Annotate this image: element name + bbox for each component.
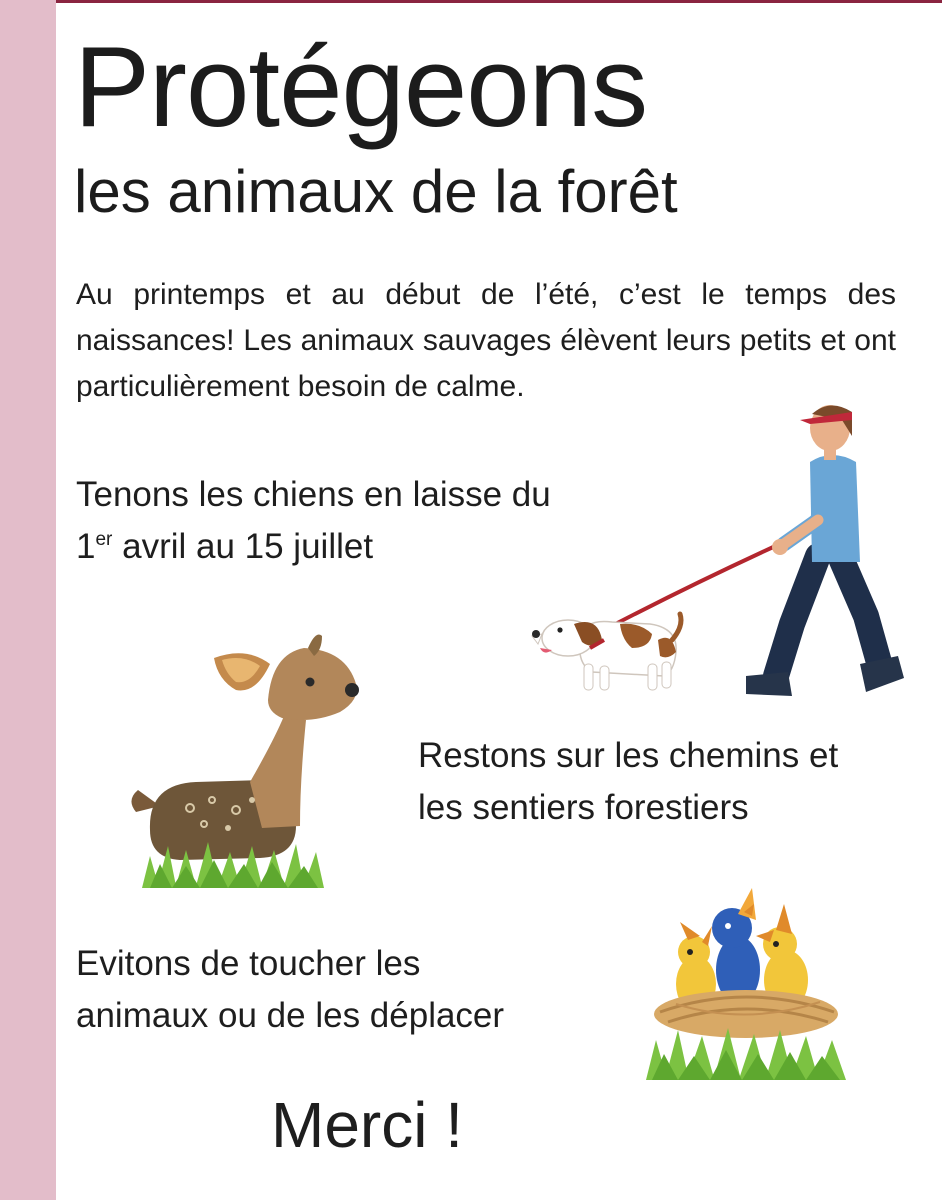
leash-line-2: avril au 15 juillet: [112, 527, 374, 566]
leash-line-1: Tenons les chiens en laisse du: [76, 475, 551, 514]
intro-line: Au printemps et au début de l’été, c’est le temps des: [76, 278, 896, 311]
touch-line: animaux ou de les déplacer: [76, 996, 505, 1035]
man-walking-dog-illustration: [530, 398, 910, 703]
closing-thanks: Merci !: [271, 1089, 463, 1161]
touch-line: Evitons de toucher les: [76, 944, 421, 983]
touch-message: [76, 938, 616, 1042]
paths-message: [418, 730, 928, 834]
top-rule: [0, 0, 942, 3]
leash-day: 1: [76, 527, 96, 566]
paths-line: Restons sur les chemins et: [418, 736, 839, 775]
leash-ordinal: er: [95, 529, 113, 550]
poster-title: Protégeons: [74, 24, 648, 151]
paths-line: les sentiers forestiers: [418, 788, 749, 827]
fawn-illustration: [125, 630, 370, 892]
side-band: [0, 0, 56, 1200]
poster-subtitle: les animaux de la forêt: [74, 158, 678, 225]
intro-paragraph: [76, 272, 896, 410]
intro-line: petits et ont particulièrement besoin de calme.: [76, 324, 896, 403]
baby-birds-nest-illustration: [640, 882, 852, 1084]
intro-line: naissances! Les animaux sauvages élèvent leurs: [76, 324, 731, 357]
